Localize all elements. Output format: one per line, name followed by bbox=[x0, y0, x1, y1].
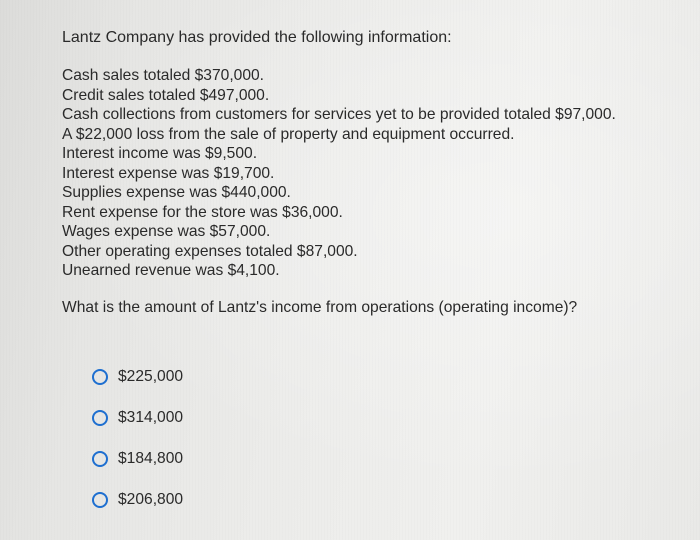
option-label: $184,800 bbox=[118, 450, 184, 467]
intro-text: Lantz Company has provided the following information: bbox=[62, 29, 452, 46]
answer-option-1[interactable] bbox=[92, 364, 183, 390]
answer-option-4[interactable] bbox=[92, 487, 183, 513]
radio-button[interactable] bbox=[92, 410, 108, 426]
facts-list bbox=[62, 66, 616, 281]
option-label: $206,800 bbox=[118, 491, 184, 508]
fact-wages-expense: Wages expense was $57,000. bbox=[62, 223, 271, 240]
radio-button[interactable] bbox=[92, 451, 108, 467]
answer-option-2[interactable] bbox=[92, 405, 183, 431]
radio-button[interactable] bbox=[92, 369, 108, 385]
fact-supplies-expense: Supplies expense was $440,000. bbox=[62, 184, 291, 201]
fact-loss-sale: A $22,000 loss from the sale of property and equipment occurred. bbox=[62, 125, 515, 143]
answer-options bbox=[92, 364, 183, 528]
question-text: What is the amount of Lantz's income from operations (operating income)? bbox=[62, 299, 578, 316]
fact-cash-collections: Cash collections from customers for services yet to be provided totaled $97,000. bbox=[62, 106, 616, 123]
fact-credit-sales: Credit sales totaled $497,000. bbox=[62, 86, 270, 104]
answer-option-3[interactable] bbox=[92, 446, 183, 472]
fact-rent-expense: Rent expense for the store was $36,000. bbox=[62, 203, 343, 221]
option-label: $314,000 bbox=[118, 409, 184, 426]
radio-button[interactable] bbox=[92, 492, 108, 508]
fact-other-operating-expenses: Other operating expenses totaled $87,000. bbox=[62, 242, 358, 260]
option-label: $225,000 bbox=[118, 368, 184, 385]
fact-interest-income: Interest income was $9,500. bbox=[62, 145, 258, 162]
fact-cash-sales: Cash sales totaled $370,000. bbox=[62, 67, 264, 84]
fact-interest-expense: Interest expense was $19,700. bbox=[62, 164, 275, 182]
fact-unearned-revenue: Unearned revenue was $4,100. bbox=[62, 262, 280, 279]
